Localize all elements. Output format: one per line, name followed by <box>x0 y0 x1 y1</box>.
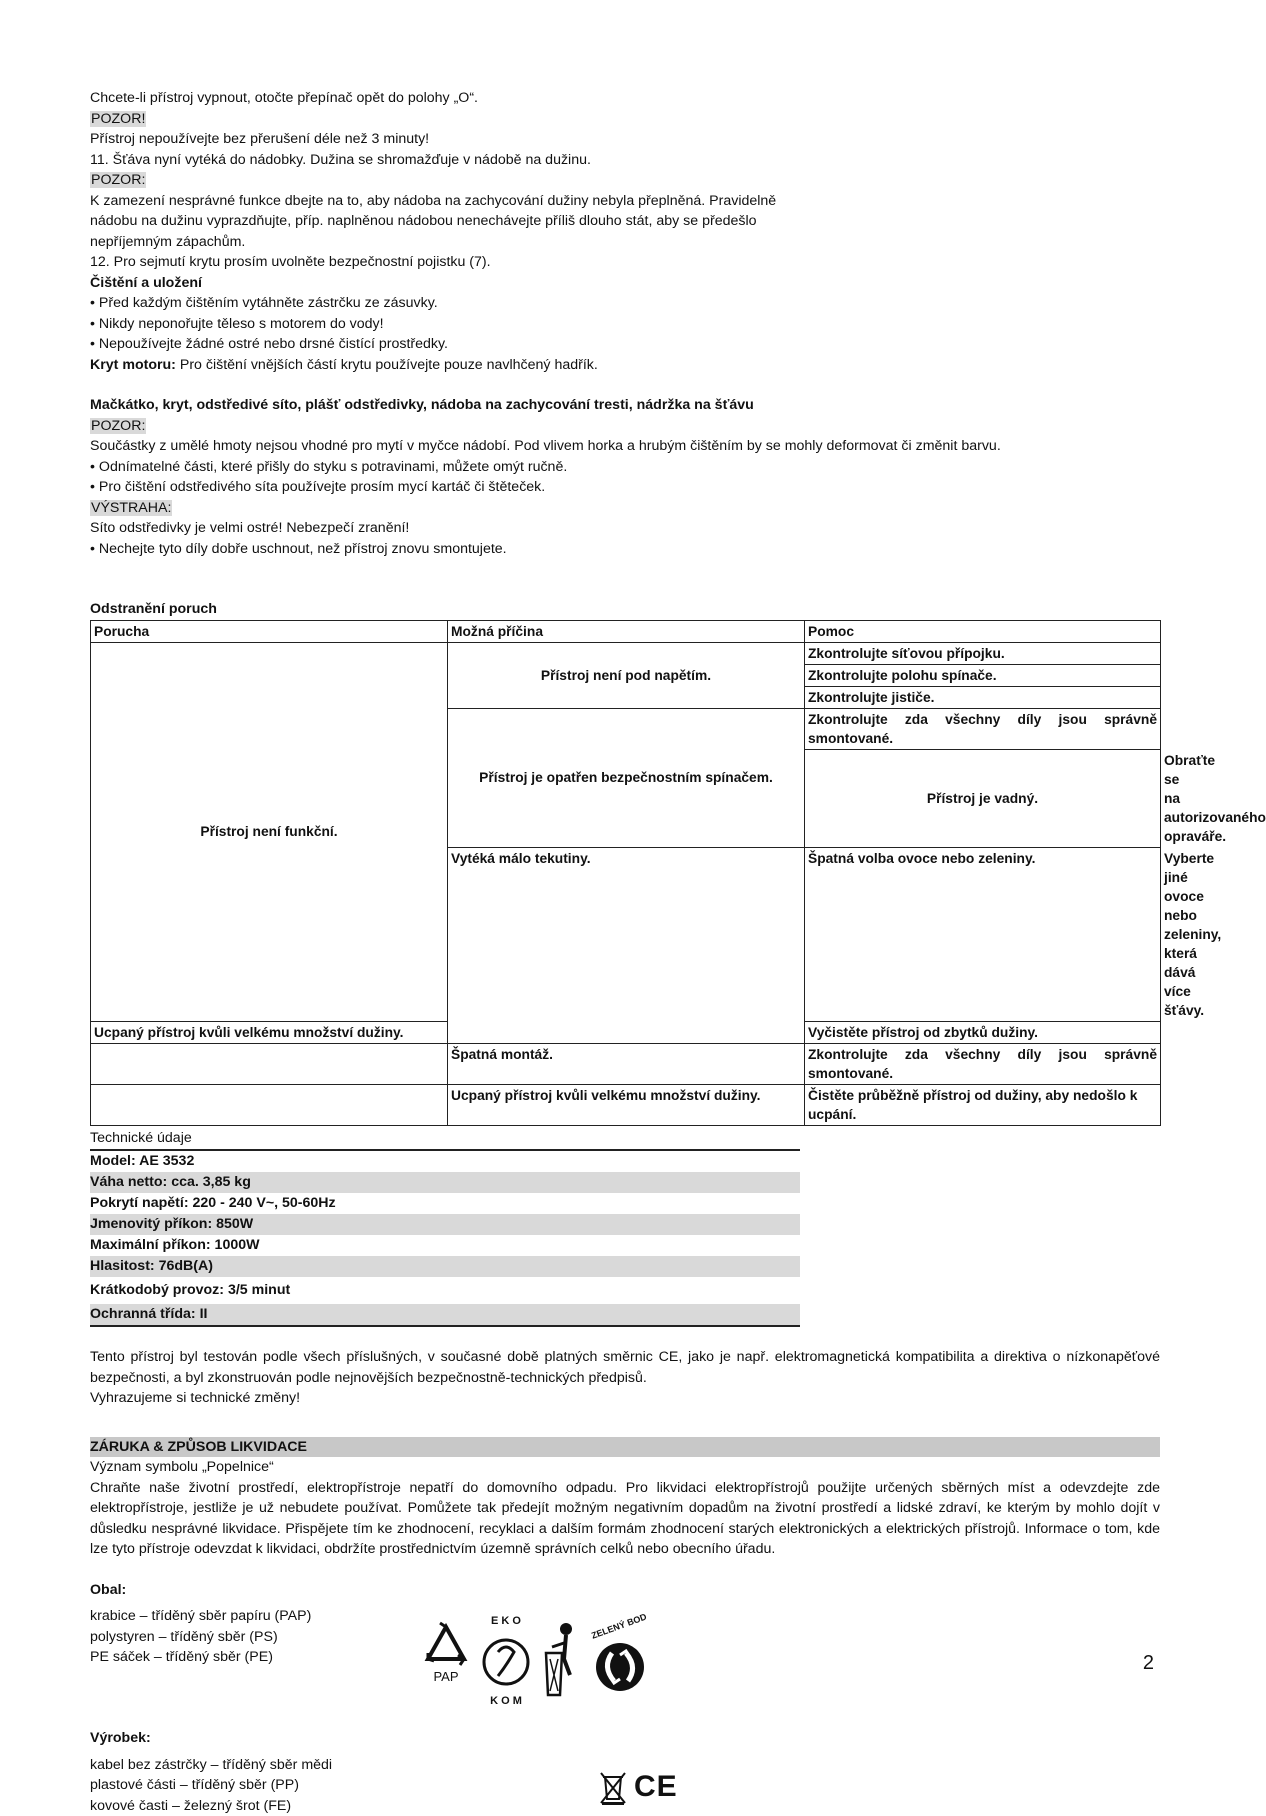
header-fault: Porucha <box>91 620 448 642</box>
parts-line: Součástky z umělé hmoty nejsou vhodné pro mytí v myčce nádobí. Pod vlivem horka a hrubým čištěním by se mohly deformovat či změnit barvu. <box>90 436 1160 457</box>
compliance-text: Tento přístroj byl testován podle všech příslušných, v současné době platných směrnic CE, jako je např. elektromagnetická kompatibilita a direktiva o nízkonapěťové bezpečnosti, a byl zkonstruován podle nejnovějších bezpečnostně-technických předpisů. <box>90 1347 1160 1388</box>
warranty-subtitle: Význam symbolu „Popelnice“ <box>90 1457 1160 1478</box>
fault-cell: Přístroj není funkční. <box>91 642 448 1021</box>
help-cell: Vyčistěte přístroj od zbytků dužiny. <box>805 1021 1161 1043</box>
technical-specs <box>90 1128 800 1328</box>
ce-mark-icon: CE <box>634 1770 678 1804</box>
help-cell: Čistěte průběžně přístroj od dužiny, aby nedošlo k ucpání. <box>805 1084 1161 1125</box>
help-cell: Zkontrolujte zda všechny díly jsou správně smontované. <box>805 708 1161 749</box>
spec-voltage: Pokrytí napětí: 220 - 240 V~, 50-60Hz <box>90 1193 800 1214</box>
compliance-note: Vyhrazujeme si technické změny! <box>90 1388 1160 1409</box>
crossed-bin-icon <box>598 1769 628 1805</box>
cause-cell: Špatná montáž. <box>448 1043 805 1084</box>
motor-cover-line <box>90 355 1160 376</box>
fault-cell-empty <box>91 1043 448 1084</box>
spec-model: Model: AE 3532 <box>90 1151 800 1172</box>
packaging-title: Obal: <box>90 1580 1160 1601</box>
troubleshooting-table <box>90 620 1161 1126</box>
spec-weight: Váha netto: cca. 3,85 kg <box>90 1172 800 1193</box>
cause-cell: Špatná volba ovoce nebo zeleniny. <box>805 847 1161 1021</box>
table-row: Přístroj je vadný. Obraťte se na autorizovaného opraváře. <box>91 749 1161 847</box>
intro-line: 12. Pro sejmutí krytu prosím uvolněte bezpečnostní pojistku (7). <box>90 252 1160 273</box>
tidyman-bin-icon <box>540 1621 584 1703</box>
parts-bullet: • Nechejte tyto díly dobře uschnout, než přístroj znovu smontujete. <box>90 539 1160 560</box>
pap-label: PAP <box>433 1669 458 1684</box>
table-row <box>91 1043 1161 1084</box>
cause-cell: Přístroj je opatřen bezpečnostním spínačem. <box>448 708 805 847</box>
intro-line: Chcete-li přístroj vypnout, otočte přepínač opět do polohy „O“. <box>90 88 1160 109</box>
header-cause: Možná příčina <box>448 620 805 642</box>
table-row: Vytéká málo tekutiny. Špatná volba ovoce nebo zeleniny. Vyberte jiné ovoce nebo zeleniny, která dává více šťávy. <box>91 847 1161 1021</box>
product-item: kovové časti – železný šrot (FE) <box>90 1796 410 1816</box>
spec-short-operation: Krátkodobý provoz: 3/5 minut <box>90 1277 800 1304</box>
spec-max-power: Maximální příkon: 1000W <box>90 1235 800 1256</box>
parts-title: Mačkátko, kryt, odstředivé síto, plášť odstředivky, nádoba na zachycování tresti, nádržka na šťávu <box>90 395 1160 416</box>
fault-cell: Vytéká málo tekutiny. <box>448 847 805 1043</box>
intro-line: 11. Šťáva nyní vytéká do nádobky. Dužina se shromažďuje v nádobě na dužinu. <box>90 150 1160 171</box>
manual-page <box>90 88 1160 1816</box>
cleaning-title: Čištění a uložení <box>90 273 1160 294</box>
header-help: Pomoc <box>805 620 1161 642</box>
cleaning-bullet: • Nepoužívejte žádné ostré nebo drsné čistící prostředky. <box>90 334 1160 355</box>
specs-title: Technické údaje <box>90 1128 800 1152</box>
pozor-label: POZOR! <box>90 111 146 127</box>
cause-cell: Přístroj je vadný. <box>805 749 1161 847</box>
kom-label: K O M <box>490 1695 522 1707</box>
spec-noise: Hlasitost: 76dB(A) <box>90 1256 800 1277</box>
pozor-label: POZOR: <box>90 172 146 188</box>
warranty-text: Chraňte naše životní prostředí, elektropřístroje nepatří do domovního odpadu. Pro likvidaci elektropřístrojů použijte určených sběrných míst a odevzdejte zde elektropřístroje, jestliže je už nebudete používat. Pomůžete tak předejít možným negativním dopadům na životní prostředí a lidské zdraví, ke kterým by mohlo dojít v důsledku nesprávné likvidace. Přispějete tím ke zhodnocení, recyklaci a dalším formám zhodnocení starých elektronických a elektrických přístrojů. Informace o tom, kde lze tyto přístroje odevzdat k likvidaci, obdržíte prostřednictvím územně správních celků nebo obecního úřadu. <box>90 1478 1160 1560</box>
motor-cover-label: Kryt motoru: <box>90 357 176 373</box>
product-item: kabel bez zástrčky – tříděný sběr mědi <box>90 1755 410 1776</box>
pap-recycle-icon <box>420 1619 472 1705</box>
eko-label: E K O <box>491 1615 521 1627</box>
warning-label: VÝSTRAHA: <box>90 500 172 516</box>
product-title: Výrobek: <box>90 1728 1160 1749</box>
parts-bullet: • Odnímatelné části, které přišly do styku s potravinami, můžete omýt ručně. <box>90 457 1160 478</box>
cause-cell: Přístroj není pod napětím. <box>448 642 805 708</box>
intro-line: Přístroj nepoužívejte bez přerušení déle než 3 minuty! <box>90 129 1160 150</box>
parts-line: Síto odstředivky je velmi ostré! Nebezpečí zranění! <box>90 518 1160 539</box>
fault-cell-empty <box>91 1084 448 1125</box>
intro-line: nepříjemným zápachům. <box>90 232 1160 253</box>
recycling-logos <box>420 1612 648 1712</box>
cause-cell: Ucpaný přístroj kvůli velkému množství dužiny. <box>448 1084 805 1125</box>
parts-bullet: • Pro čištění odstředivého síta používejte prosím mycí kartáč či štěteček. <box>90 477 1160 498</box>
pozor-label: POZOR: <box>90 418 146 434</box>
spec-rated-power: Jmenovitý příkon: 850W <box>90 1214 800 1235</box>
spec-protection-class: Ochranná třída: II <box>90 1304 800 1327</box>
table-row <box>91 642 1161 664</box>
intro-line: K zamezení nesprávné funkce dbejte na to, aby nádoba na zachycování dužiny nebyla přeplněná. Pravidelně <box>90 191 1160 212</box>
motor-cover-text: Pro čištění vnějších částí krytu používejte pouze navlhčený hadřík. <box>176 357 598 373</box>
cause-cell: Ucpaný přístroj kvůli velkému množství dužiny. <box>91 1021 448 1043</box>
help-cell: Zkontrolujte jističe. <box>805 686 1161 708</box>
packaging-item: polystyren – tříděný sběr (PS) <box>90 1627 410 1648</box>
table-header-row <box>91 620 1161 642</box>
warranty-title: ZÁRUKA & ZPŮSOB LIKVIDACE <box>90 1437 1160 1458</box>
packaging-item: krabice – tříděný sběr papíru (PAP) <box>90 1606 410 1627</box>
product-item: plastové části – tříděný sběr (PP) <box>90 1775 410 1796</box>
green-dot-label: ZELENÝ BOD <box>590 1610 649 1640</box>
page-number: 2 <box>1143 1653 1154 1674</box>
product-block <box>90 1755 1160 1816</box>
cleaning-bullet: • Před každým čištěním vytáhněte zástrčku ze zásuvky. <box>90 293 1160 314</box>
product-logos <box>598 1769 678 1805</box>
green-dot-icon <box>592 1617 648 1707</box>
intro-line: nádobu na dužinu vyprazdňujte, příp. naplněnou nádobou nenechávejte příliš dlouho stát, aby se předešlo <box>90 211 1160 232</box>
packaging-block <box>90 1606 1160 1712</box>
help-cell: Zkontrolujte zda všechny díly jsou správně smontované. <box>805 1043 1161 1084</box>
troubleshooting-title: Odstranění poruch <box>90 599 1160 620</box>
table-row <box>91 1084 1161 1125</box>
help-cell: Zkontrolujte polohu spínače. <box>805 664 1161 686</box>
eko-kom-icon <box>480 1612 532 1712</box>
help-cell: Zkontrolujte síťovou přípojku. <box>805 642 1161 664</box>
packaging-item: PE sáček – tříděný sběr (PE) <box>90 1647 410 1668</box>
cleaning-bullet: • Nikdy neponořujte těleso s motorem do vody! <box>90 314 1160 335</box>
